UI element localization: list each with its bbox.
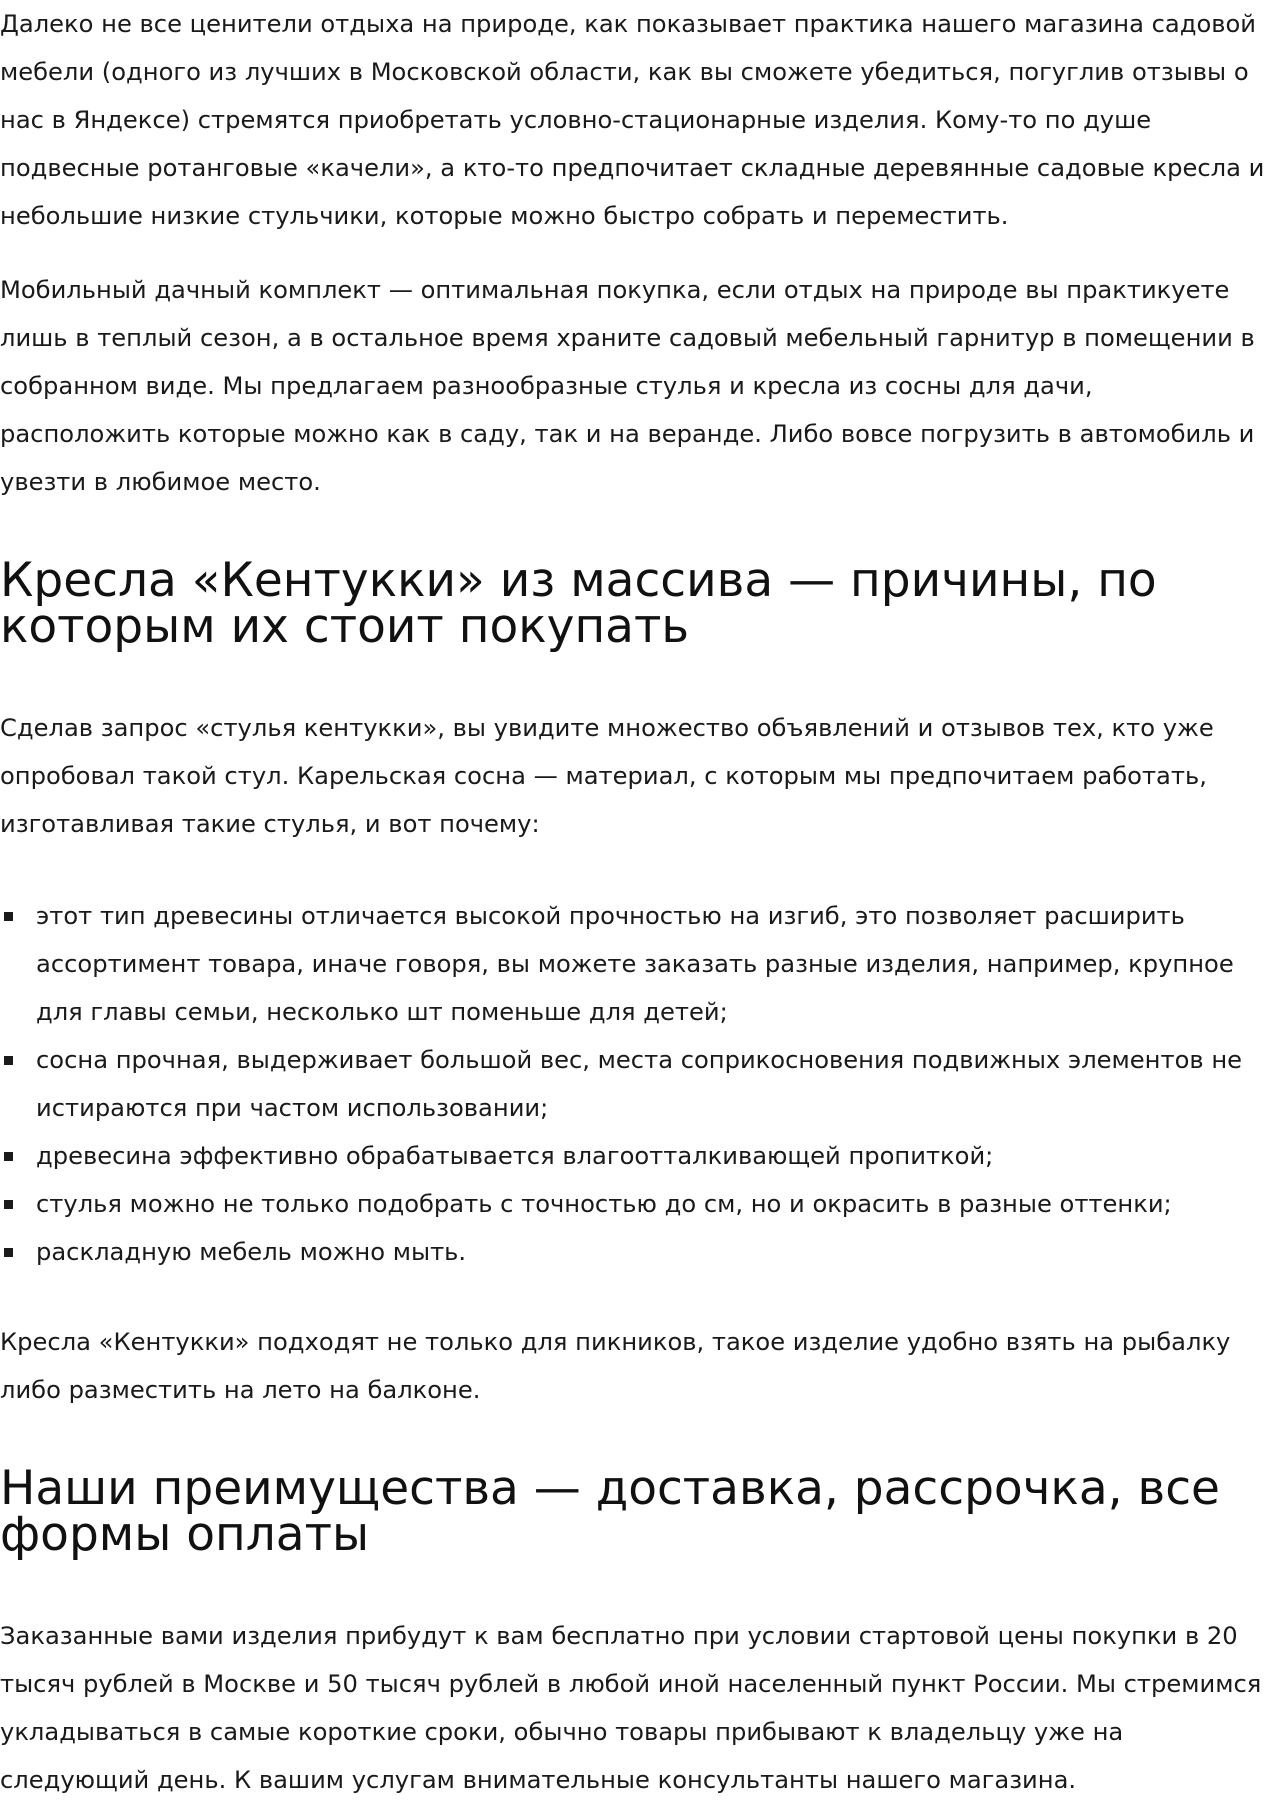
list-item: сосна прочная, выдерживает большой вес, места соприкосновения подвижных элементов не истираются при частом использовании; xyxy=(0,1036,1265,1132)
intro-paragraph: Далеко не все ценители отдыха на природе, как показывает практика нашего магазина садовой мебели (одного из лучших в Московской области, как вы сможете убедиться, погуглив отзывы о нас в Яндексе) стремятся приобретать условно-стационарные изделия. Кому-то по душе подвесные ротанговые «качели», а кто-то предпочитает складные деревянные садовые кресла и небольшие низкие стульчики, которые можно быстро собрать и переместить. xyxy=(0,10,1265,230)
pine-benefits-list xyxy=(0,892,1265,1276)
list-item: стулья можно не только подобрать с точностью до см, но и окрасить в разные оттенки; xyxy=(0,1180,1265,1228)
delivery-paragraph: Заказанные вами изделия прибудут к вам бесплатно при условии стартовой цены покупки в 20 тысяч рублей в Москве и 50 тысяч рублей в любой иной населенный пункт России. Мы стремимся укладываться в самые короткие сроки, обычно товары прибывают к владельцу уже на следующий день. К вашим услугам внимательные консультанты нашего магазина. xyxy=(0,1622,1262,1794)
list-item: древесина эффективно обрабатывается влагоотталкивающей пропиткой; xyxy=(0,1132,1265,1180)
kentucky-heading: Кресла «Кентукки» из массива — причины, по которым их стоит покупать xyxy=(0,553,1157,654)
list-item: раскладную мебель можно мыть. xyxy=(0,1228,1265,1276)
query-paragraph: Сделав запрос «стулья кентукки», вы увидите множество объявлений и отзывов тех, кто уже опробовал такой стул. Карельская сосна — материал, с которым мы предпочитаем работать, изготавливая такие стулья, и вот почему: xyxy=(0,714,1214,838)
mobile-set-paragraph: Мобильный дачный комплект — оптимальная покупка, если отдых на природе вы практикуете лишь в теплый сезон, а в остальное время храните садовый мебельный гарнитур в помещении в собранном виде. Мы предлагаем разнообразные стулья и кресла из сосны для дачи, расположить которые можно как в саду, так и на веранде. Либо вовсе погрузить в автомобиль и увезти в любимое место. xyxy=(0,276,1255,496)
kentucky-use-paragraph: Кресла «Кентукки» подходят не только для пикников, такое изделие удобно взять на рыбалку либо разместить на лето на балконе. xyxy=(0,1328,1231,1404)
list-item: этот тип древесины отличается высокой прочностью на изгиб, это позволяет расширить ассортимент товара, иначе говоря, вы можете заказать разные изделия, например, крупное для главы семьи, несколько шт поменьше для детей; xyxy=(0,892,1265,1036)
advantages-heading: Наши преимущества — доставка, рассрочка, все формы оплаты xyxy=(0,1461,1220,1562)
